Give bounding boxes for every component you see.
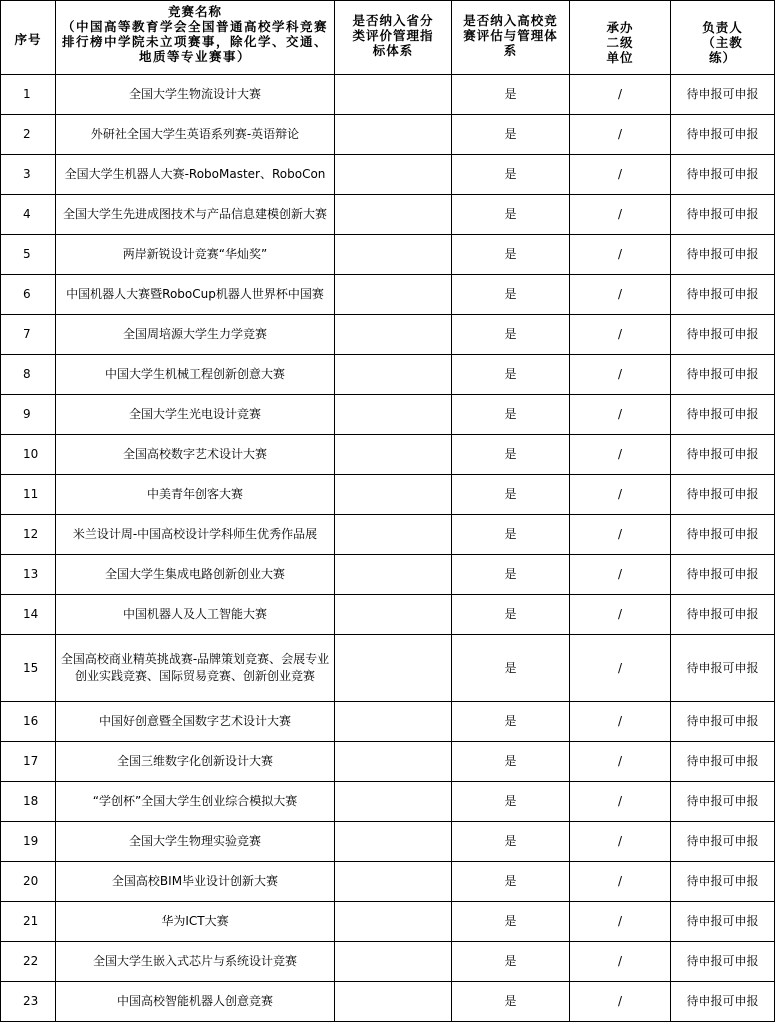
row-unit: / (570, 355, 671, 395)
row-provincial-flag (335, 595, 452, 635)
row-provincial-flag (335, 355, 452, 395)
row-provincial-flag (335, 435, 452, 475)
table-row (1, 515, 775, 555)
row-unit: / (570, 395, 671, 435)
row-university-flag: 是 (452, 515, 570, 555)
row-unit: / (570, 515, 671, 555)
row-leader: 待申报可申报 (671, 515, 775, 555)
row-provincial-flag (335, 942, 452, 982)
row-leader: 待申报可申报 (671, 822, 775, 862)
row-index: 12 (1, 515, 56, 555)
row-provincial-flag (335, 75, 452, 115)
row-unit: / (570, 942, 671, 982)
header-name (56, 1, 335, 75)
row-competition-name: 全国周培源大学生力学竞赛 (56, 315, 335, 355)
row-index: 18 (1, 782, 56, 822)
row-index: 15 (1, 635, 56, 702)
row-unit: / (570, 435, 671, 475)
row-provincial-flag (335, 782, 452, 822)
header-unit: 承办二级单位 (570, 1, 671, 75)
table-row (1, 555, 775, 595)
row-provincial-flag (335, 195, 452, 235)
table-row (1, 235, 775, 275)
row-university-flag: 是 (452, 555, 570, 595)
table-row (1, 862, 775, 902)
row-competition-name: 米兰设计周-中国高校设计学科师生优秀作品展 (56, 515, 335, 555)
row-university-flag: 是 (452, 475, 570, 515)
row-provincial-flag (335, 555, 452, 595)
header-provincial: 是否纳入省分类评价管理指标体系 (335, 1, 452, 75)
table-row (1, 942, 775, 982)
row-competition-name: 全国大学生物理实验竞赛 (56, 822, 335, 862)
row-competition-name: 全国三维数字化创新设计大赛 (56, 742, 335, 782)
table-row (1, 982, 775, 1022)
row-index: 20 (1, 862, 56, 902)
row-unit: / (570, 275, 671, 315)
row-index: 21 (1, 902, 56, 942)
row-provincial-flag (335, 475, 452, 515)
row-competition-name: “学创杯”全国大学生创业综合模拟大赛 (56, 782, 335, 822)
row-leader: 待申报可申报 (671, 902, 775, 942)
row-university-flag: 是 (452, 155, 570, 195)
row-leader: 待申报可申报 (671, 982, 775, 1022)
table-row (1, 595, 775, 635)
row-unit: / (570, 315, 671, 355)
row-unit: / (570, 782, 671, 822)
row-competition-name: 全国大学生集成电路创新创业大赛 (56, 555, 335, 595)
row-leader: 待申报可申报 (671, 702, 775, 742)
row-leader: 待申报可申报 (671, 315, 775, 355)
row-leader: 待申报可申报 (671, 862, 775, 902)
row-university-flag: 是 (452, 75, 570, 115)
row-provincial-flag (335, 822, 452, 862)
header-name-title: 竞赛名称 (167, 4, 222, 19)
table-row (1, 115, 775, 155)
row-unit: / (570, 555, 671, 595)
row-unit: / (570, 635, 671, 702)
row-competition-name: 全国大学生物流设计大赛 (56, 75, 335, 115)
header-university: 是否纳入高校竞赛评估与管理体系 (452, 1, 570, 75)
table-row (1, 635, 775, 702)
row-leader: 待申报可申报 (671, 275, 775, 315)
row-university-flag: 是 (452, 635, 570, 702)
row-competition-name: 中国好创意暨全国数字艺术设计大赛 (56, 702, 335, 742)
row-index: 8 (1, 355, 56, 395)
row-unit: / (570, 742, 671, 782)
row-leader: 待申报可申报 (671, 742, 775, 782)
header-index: 序号 (1, 1, 56, 75)
table-row (1, 315, 775, 355)
row-competition-name: 华为ICT大赛 (56, 902, 335, 942)
row-index: 13 (1, 555, 56, 595)
row-university-flag: 是 (452, 822, 570, 862)
row-competition-name: 全国大学生先进成图技术与产品信息建模创新大赛 (56, 195, 335, 235)
row-leader: 待申报可申报 (671, 475, 775, 515)
row-provincial-flag (335, 742, 452, 782)
row-unit: / (570, 862, 671, 902)
row-unit: / (570, 75, 671, 115)
row-index: 19 (1, 822, 56, 862)
table-row (1, 155, 775, 195)
row-index: 16 (1, 702, 56, 742)
header-row (1, 1, 775, 75)
row-unit: / (570, 155, 671, 195)
row-index: 2 (1, 115, 56, 155)
row-provincial-flag (335, 982, 452, 1022)
table-row (1, 475, 775, 515)
row-index: 7 (1, 315, 56, 355)
row-leader: 待申报可申报 (671, 555, 775, 595)
row-index: 11 (1, 475, 56, 515)
row-leader: 待申报可申报 (671, 595, 775, 635)
row-competition-name: 中国大学生机械工程创新创意大赛 (56, 355, 335, 395)
row-competition-name: 全国大学生光电设计竞赛 (56, 395, 335, 435)
row-leader: 待申报可申报 (671, 155, 775, 195)
row-unit: / (570, 115, 671, 155)
row-provincial-flag (335, 515, 452, 555)
row-university-flag: 是 (452, 982, 570, 1022)
table-row (1, 395, 775, 435)
row-index: 4 (1, 195, 56, 235)
row-provincial-flag (335, 862, 452, 902)
row-unit: / (570, 195, 671, 235)
row-competition-name: 全国高校商业精英挑战赛-品牌策划竞赛、会展专业创业实践竞赛、国际贸易竞赛、创新创业竞赛 (56, 635, 335, 702)
row-leader: 待申报可申报 (671, 395, 775, 435)
row-index: 14 (1, 595, 56, 635)
row-competition-name: 全国大学生机器人大赛-RoboMaster、RoboCon (56, 155, 335, 195)
row-index: 10 (1, 435, 56, 475)
table-row (1, 355, 775, 395)
row-provincial-flag (335, 155, 452, 195)
row-unit: / (570, 475, 671, 515)
row-university-flag: 是 (452, 742, 570, 782)
row-competition-name: 全国高校数字艺术设计大赛 (56, 435, 335, 475)
row-index: 3 (1, 155, 56, 195)
row-university-flag: 是 (452, 355, 570, 395)
row-unit: / (570, 822, 671, 862)
row-competition-name: 全国高校BIM毕业设计创新大赛 (56, 862, 335, 902)
row-provincial-flag (335, 395, 452, 435)
row-university-flag: 是 (452, 115, 570, 155)
row-university-flag: 是 (452, 315, 570, 355)
row-university-flag: 是 (452, 702, 570, 742)
row-index: 22 (1, 942, 56, 982)
row-university-flag: 是 (452, 395, 570, 435)
row-index: 5 (1, 235, 56, 275)
row-university-flag: 是 (452, 942, 570, 982)
row-index: 9 (1, 395, 56, 435)
row-competition-name: 外研社全国大学生英语系列赛-英语辩论 (56, 115, 335, 155)
table-row (1, 782, 775, 822)
row-competition-name: 全国大学生嵌入式芯片与系统设计竞赛 (56, 942, 335, 982)
row-competition-name: 两岸新锐设计竞赛“华灿奖” (56, 235, 335, 275)
row-unit: / (570, 702, 671, 742)
header-name-subtitle: （中国高等教育学会全国普通高校学科竞赛排行榜中学院未立项赛事，除化学、交通、地质等专业赛事） (61, 19, 328, 64)
row-unit: / (570, 235, 671, 275)
row-index: 6 (1, 275, 56, 315)
table-row (1, 195, 775, 235)
header-leader: 负责人（主教练） (671, 1, 775, 75)
row-leader: 待申报可申报 (671, 942, 775, 982)
row-provincial-flag (335, 902, 452, 942)
row-unit: / (570, 982, 671, 1022)
row-index: 1 (1, 75, 56, 115)
row-competition-name: 中国高校智能机器人创意竞赛 (56, 982, 335, 1022)
table-row (1, 702, 775, 742)
row-competition-name: 中国机器人大赛暨RoboCup机器人世界杯中国赛 (56, 275, 335, 315)
row-leader: 待申报可申报 (671, 115, 775, 155)
row-university-flag: 是 (452, 595, 570, 635)
row-university-flag: 是 (452, 435, 570, 475)
table-row (1, 275, 775, 315)
table-row (1, 75, 775, 115)
row-leader: 待申报可申报 (671, 75, 775, 115)
table-row (1, 435, 775, 475)
table-row (1, 902, 775, 942)
row-provincial-flag (335, 275, 452, 315)
row-university-flag: 是 (452, 235, 570, 275)
row-unit: / (570, 902, 671, 942)
row-index: 17 (1, 742, 56, 782)
row-leader: 待申报可申报 (671, 195, 775, 235)
row-provincial-flag (335, 702, 452, 742)
row-leader: 待申报可申报 (671, 355, 775, 395)
row-university-flag: 是 (452, 862, 570, 902)
row-index: 23 (1, 982, 56, 1022)
table-row (1, 742, 775, 782)
row-leader: 待申报可申报 (671, 782, 775, 822)
row-provincial-flag (335, 315, 452, 355)
row-competition-name: 中美青年创客大赛 (56, 475, 335, 515)
row-competition-name: 中国机器人及人工智能大赛 (56, 595, 335, 635)
row-university-flag: 是 (452, 902, 570, 942)
table-row (1, 822, 775, 862)
row-provincial-flag (335, 235, 452, 275)
row-unit: / (570, 595, 671, 635)
row-leader: 待申报可申报 (671, 235, 775, 275)
row-provincial-flag (335, 635, 452, 702)
row-university-flag: 是 (452, 275, 570, 315)
row-leader: 待申报可申报 (671, 435, 775, 475)
row-provincial-flag (335, 115, 452, 155)
row-university-flag: 是 (452, 195, 570, 235)
row-leader: 待申报可申报 (671, 635, 775, 702)
row-university-flag: 是 (452, 782, 570, 822)
